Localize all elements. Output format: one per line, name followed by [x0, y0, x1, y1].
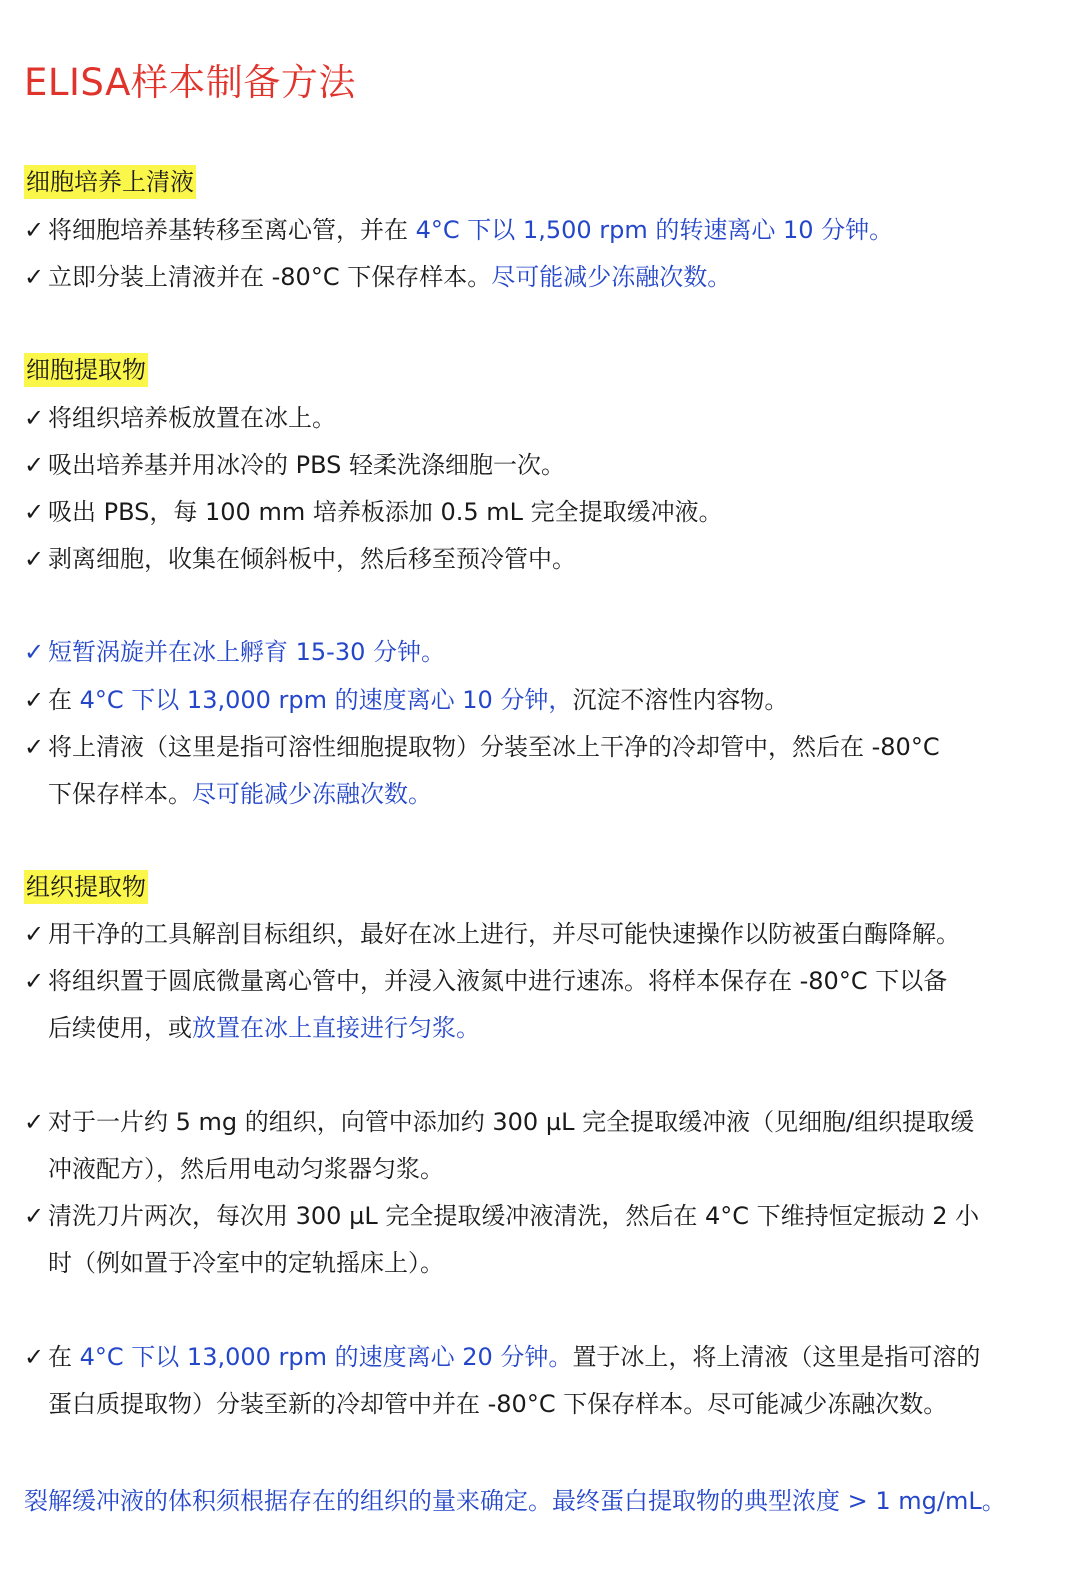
check-icon: ✓: [24, 1202, 45, 1230]
check-icon: ✓: [24, 1108, 45, 1136]
item-continuation: [24, 771, 1064, 818]
list-item: [24, 442, 1064, 489]
item-text: 将组织置于圆底微量离心管中，并浸入液氮中进行速冻。将样本保存在 -80°C 下以备: [48, 967, 948, 995]
item-text: 清洗刀片两次，每次用 300 µL 完全提取缓冲液清洗，然后在 4°C 下维持恒定振动 2 小: [48, 1202, 980, 1230]
document-title: ELISA样本制备方法: [24, 61, 356, 104]
check-icon: ✓: [24, 1343, 45, 1371]
list-item: [24, 536, 1064, 583]
list-item: [24, 254, 1064, 301]
list-item: [24, 958, 1064, 1052]
list-item: [24, 395, 1064, 442]
check-icon: ✓: [24, 967, 45, 995]
item-text: 剥离细胞，收集在倾斜板中，然后移至预冷管中。: [48, 545, 576, 573]
section-heading-cell-extract: 细胞提取物: [24, 353, 148, 387]
check-icon: ✓: [24, 920, 45, 948]
item-continuation: [24, 1240, 1064, 1287]
check-icon: ✓: [24, 216, 45, 244]
item-continuation: [24, 1005, 1064, 1052]
list-item: [24, 677, 1064, 724]
item-text: 下保存样本。: [48, 780, 192, 808]
section-heading-supernatant: 细胞培养上清液: [24, 165, 196, 199]
item-highlight-text: 4°C 下以 13,000 rpm 的速度离心 10 分钟，: [79, 686, 573, 714]
item-text: 时（例如置于冷室中的定轨摇床上）。: [48, 1249, 444, 1277]
list-item: [24, 1193, 1064, 1287]
item-text: 用干净的工具解剖目标组织，最好在冰上进行，并尽可能快速操作以防被蛋白酶降解。: [48, 920, 960, 948]
check-icon: ✓: [24, 686, 45, 714]
list-item: [24, 1099, 1064, 1193]
list-item: [24, 489, 1064, 536]
item-text: 在: [48, 686, 80, 714]
item-text: 将细胞培养基转移至离心管，并在: [48, 216, 416, 244]
list-item: [24, 629, 1064, 676]
list-item: [24, 911, 1064, 958]
check-icon: ✓: [24, 404, 45, 432]
item-continuation: [24, 1381, 1064, 1428]
item-text: 对于一片约 5 mg 的组织，向管中添加约 300 µL 完全提取缓冲液（见细胞/组织提取缓: [48, 1108, 975, 1136]
check-icon: ✓: [24, 498, 45, 526]
check-icon: ✓: [24, 451, 45, 479]
check-icon: ✓: [24, 638, 45, 666]
item-text: 吸出培养基并用冰冷的 PBS 轻柔洗涤细胞一次。: [48, 451, 566, 479]
item-highlight-text: 尽可能减少冻融次数。: [491, 263, 732, 291]
item-text: 将上清液（这里是指可溶性细胞提取物）分装至冰上干净的冷却管中，然后在 -80°C: [48, 733, 940, 761]
item-text: 吸出 PBS，每 100 mm 培养板添加 0.5 mL 完全提取缓冲液。: [48, 498, 723, 526]
item-highlight-text: 短暂涡旋并在冰上孵育 15-30 分钟。: [48, 638, 445, 666]
list-item: [24, 207, 1064, 254]
item-text: 在: [48, 1343, 80, 1371]
check-icon: ✓: [24, 545, 45, 573]
list-item: [24, 724, 1064, 818]
check-icon: ✓: [24, 733, 45, 761]
list-item: [24, 1334, 1064, 1428]
item-text: 蛋白质提取物）分装至新的冷却管中并在 -80°C 下保存样本。尽可能减少冻融次数。: [48, 1390, 948, 1418]
check-icon: ✓: [24, 263, 45, 291]
item-text-tail: 沉淀不溶性内容物。: [572, 686, 789, 714]
footer-note: 裂解缓冲液的体积须根据存在的组织的量来确定。最终蛋白提取物的典型浓度 > 1 mg/mL。: [24, 1487, 1006, 1515]
item-text: 将组织培养板放置在冰上。: [48, 404, 336, 432]
item-highlight-text: 尽可能减少冻融次数。: [192, 780, 432, 808]
item-text: 立即分装上清液并在 -80°C 下保存样本。: [48, 263, 492, 291]
item-continuation: [24, 1146, 1064, 1193]
item-highlight-text: 4°C 下以 13,000 rpm 的速度离心 20 分钟。: [79, 1343, 573, 1371]
item-text: 后续使用，或: [48, 1014, 192, 1042]
item-highlight-text: 4°C 下以 1,500 rpm 的转速离心 10 分钟。: [415, 216, 894, 244]
section-heading-tissue-extract: 组织提取物: [24, 870, 148, 904]
item-highlight-text: 放置在冰上直接进行匀浆。: [192, 1014, 480, 1042]
item-text-tail: 置于冰上，将上清液（这里是指可溶的: [572, 1343, 981, 1371]
item-text: 冲液配方），然后用电动匀浆器匀浆。: [48, 1155, 444, 1183]
